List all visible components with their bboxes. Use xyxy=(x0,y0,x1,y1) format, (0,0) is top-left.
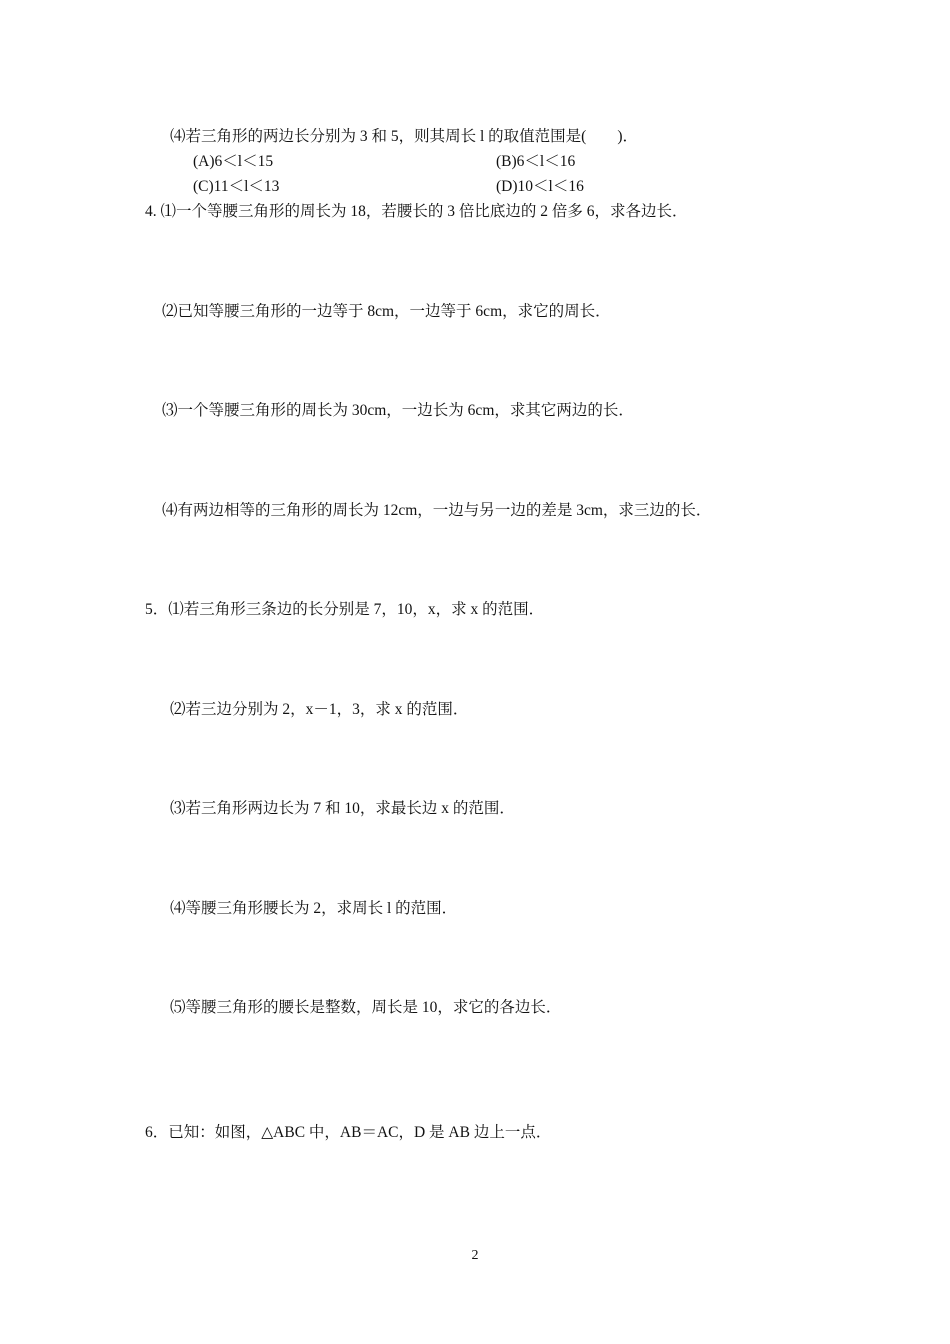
q5-item5: ⑸等腰三角形的腰长是整数，周长是 10，求它的各边长． xyxy=(170,999,562,1016)
q4-item3: ⑶一个等腰三角形的周长为 30cm，一边长为 6cm，求其它两边的长． xyxy=(162,402,634,419)
page-number: 2 xyxy=(471,1248,479,1263)
q3-option-b: (B)6＜l＜16 xyxy=(496,153,576,170)
q6-stem: 6．已知：如图，△ABC 中，AB＝AC，D 是 AB 边上一点． xyxy=(145,1124,552,1141)
q5-item3: ⑶若三角形两边长为 7 和 10，求最长边 x 的范围． xyxy=(170,800,515,817)
q4-item2: ⑵已知等腰三角形的一边等于 8cm，一边等于 6cm，求它的周长． xyxy=(162,303,611,320)
q3-option-c: (C)11＜l＜13 xyxy=(193,178,280,195)
q4-item4: ⑷有两边相等的三角形的周长为 12cm，一边与另一边的差是 3cm，求三边的长． xyxy=(162,502,712,519)
q5-item4: ⑷等腰三角形腰长为 2，求周长 l 的范围． xyxy=(170,900,458,917)
q5-item2: ⑵若三边分别为 2，x－1，3，求 x 的范围． xyxy=(170,701,469,718)
q3-item4-stem: ⑷若三角形的两边长分别为 3 和 5，则其周长 l 的取值范围是( )． xyxy=(170,128,639,145)
q5-item1: 5．⑴若三角形三条边的长分别是 7，10，x，求 x 的范围． xyxy=(145,601,545,618)
q3-option-a: (A)6＜l＜15 xyxy=(193,153,274,170)
q3-option-d: (D)10＜l＜16 xyxy=(496,178,584,195)
q4-item1: 4. ⑴一个等腰三角形的周长为 18，若腰长的 3 倍比底边的 2 倍多 6，求各边长． xyxy=(145,203,688,220)
